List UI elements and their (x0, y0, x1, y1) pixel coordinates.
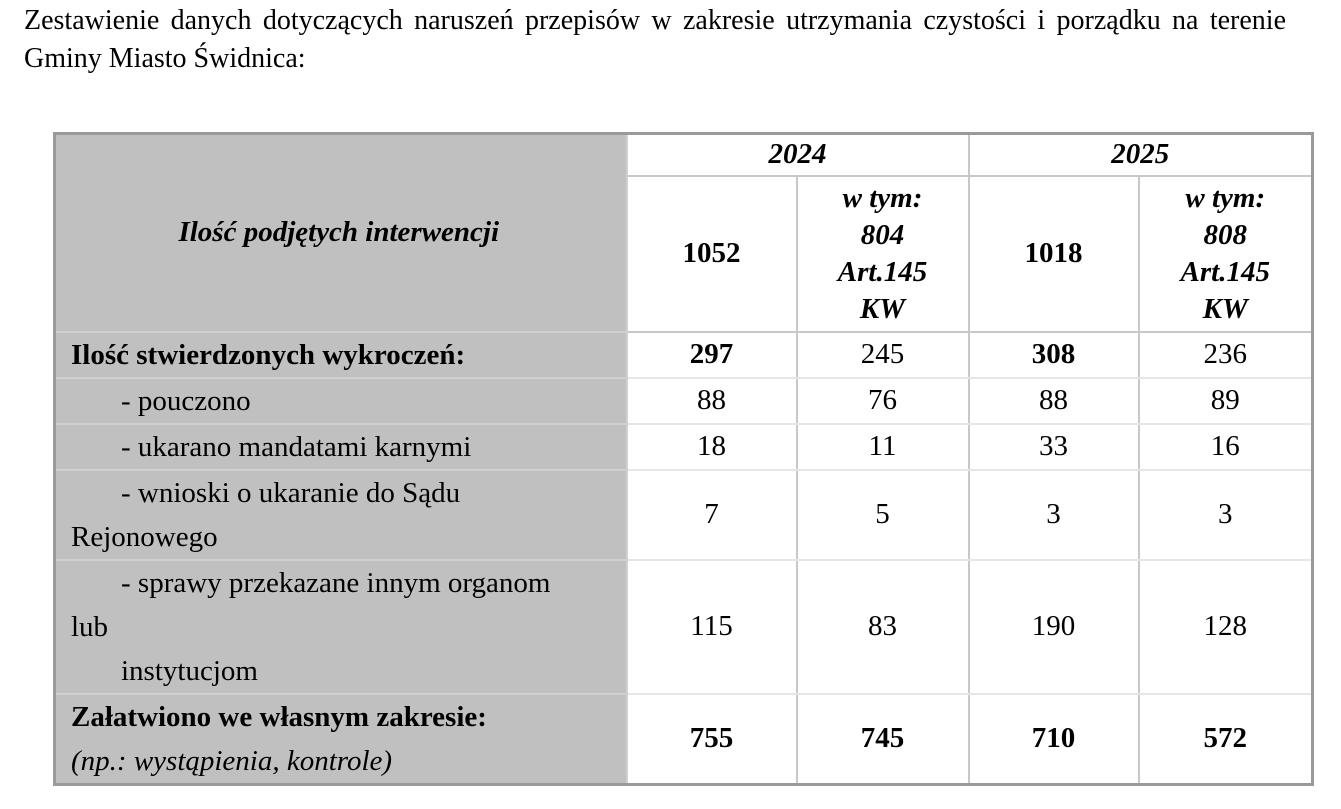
interventions-2025-sub (1139, 176, 1313, 332)
table-cell: 236 (1139, 332, 1313, 378)
table-row-violations (55, 332, 1313, 378)
row-label-line: instytucjom (121, 654, 258, 687)
table-cell: 18 (627, 424, 797, 470)
table-row-fined (55, 424, 1313, 470)
row-label-line: (np.: wystąpienia, kontrole) (71, 744, 393, 777)
interventions-label: Ilość podjętych interwencji (55, 134, 627, 332)
row-label (55, 560, 627, 694)
table-cell: 190 (969, 560, 1139, 694)
interventions-2024-sub (797, 176, 969, 332)
row-label-line: Rejonowego (71, 520, 218, 553)
table-row-own-scope (55, 694, 1313, 785)
table-cell: 745 (797, 694, 969, 785)
row-label (55, 332, 627, 378)
table-cell: 76 (797, 378, 969, 424)
sub-line: KW (1202, 292, 1248, 325)
row-label (55, 470, 627, 560)
table-row-court-motions (55, 470, 1313, 560)
table-cell: 3 (969, 470, 1139, 560)
row-label-line: Ilość stwierdzonych wykroczeń: (71, 338, 466, 371)
sub-line: KW (859, 292, 906, 325)
row-label-line: Załatwiono we własnym zakresie: (71, 700, 487, 733)
table-cell: 11 (797, 424, 969, 470)
year-header-row (55, 134, 1313, 176)
table-cell: 115 (627, 560, 797, 694)
table-cell: 16 (1139, 424, 1313, 470)
row-label-line: - sprawy przekazane innym organom (121, 566, 551, 599)
sub-line: 808 (1203, 218, 1247, 251)
table-cell: 5 (797, 470, 969, 560)
interventions-2025-total: 1018 (969, 176, 1139, 332)
table-cell: 89 (1139, 378, 1313, 424)
table-cell: 308 (969, 332, 1139, 378)
interventions-2024-total: 1052 (627, 176, 797, 332)
row-label (55, 694, 627, 785)
table-cell: 297 (627, 332, 797, 378)
table-cell: 755 (627, 694, 797, 785)
table-cell: 88 (969, 378, 1139, 424)
sub-line: Art.145 (1180, 255, 1270, 288)
sub-line: 804 (860, 218, 905, 251)
row-label (55, 378, 627, 424)
table-cell: 245 (797, 332, 969, 378)
table-row-transferred (55, 560, 1313, 694)
row-label-line: - ukarano mandatami karnymi (121, 430, 472, 463)
table-cell: 88 (627, 378, 797, 424)
table-cell: 3 (1139, 470, 1313, 560)
table-cell: 710 (969, 694, 1139, 785)
intro-paragraph: Zestawienie danych dotyczących naruszeń przepisów w zakresie utrzymania czystości i porządku na terenie Gminy Miasto Świdnica: (24, 5, 1286, 74)
row-label (55, 424, 627, 470)
table-cell: 83 (797, 560, 969, 694)
sub-line: w tym: (1185, 181, 1266, 214)
table-row-instructed (55, 378, 1313, 424)
row-label-line: - wnioski o ukaranie do Sądu (121, 476, 461, 509)
table-cell: 33 (969, 424, 1139, 470)
violations-table (53, 132, 1314, 786)
row-label-line: - pouczono (121, 384, 251, 417)
table-cell: 128 (1139, 560, 1313, 694)
year-2025-header: 2025 (969, 134, 1313, 176)
table-cell: 572 (1139, 694, 1313, 785)
row-label-line: lub (71, 610, 109, 643)
sub-line: Art.145 (837, 255, 928, 288)
table-cell: 7 (627, 470, 797, 560)
sub-line: w tym: (842, 181, 923, 214)
year-2024-header: 2024 (627, 134, 969, 176)
